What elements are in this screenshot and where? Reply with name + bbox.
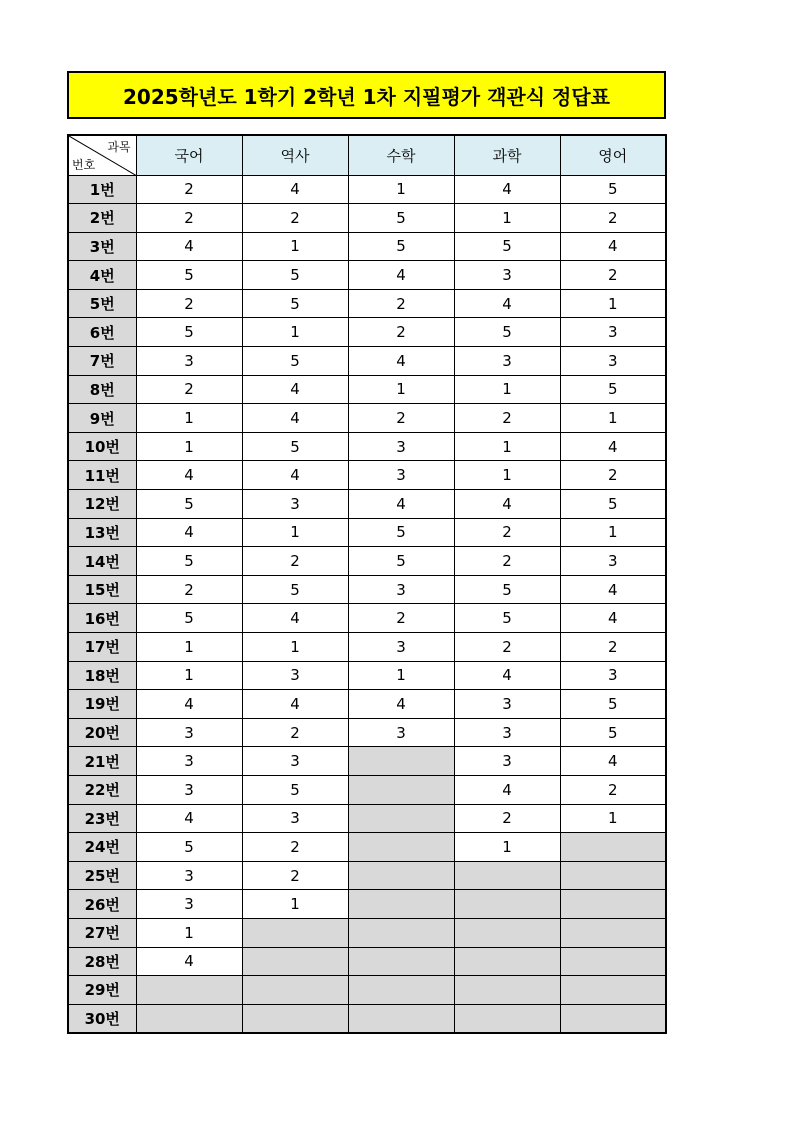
question-number-cell: 14번: [68, 547, 136, 576]
answer-cell: 5: [136, 490, 242, 519]
answer-cell: 3: [560, 547, 666, 576]
answer-cell: 4: [242, 604, 348, 633]
subject-header-korean: 국어: [136, 135, 242, 175]
answer-cell: 2: [454, 404, 560, 433]
answer-cell: 3: [242, 747, 348, 776]
question-number-cell: 2번: [68, 204, 136, 233]
answer-table-body: [68, 175, 666, 1033]
answer-cell: 3: [136, 890, 242, 919]
question-number-cell: 20번: [68, 718, 136, 747]
answer-cell: 3: [136, 347, 242, 376]
answer-cell: 4: [348, 690, 454, 719]
empty-answer-cell: [348, 890, 454, 919]
question-number-cell: 12번: [68, 490, 136, 519]
corner-subject-label: 과목: [107, 140, 131, 154]
answer-cell: 5: [242, 347, 348, 376]
answer-cell: 5: [242, 775, 348, 804]
answer-cell: 2: [136, 375, 242, 404]
answer-cell: 3: [560, 318, 666, 347]
answer-cell: 2: [560, 633, 666, 662]
empty-answer-cell: [560, 1004, 666, 1033]
question-number-cell: 6번: [68, 318, 136, 347]
table-row: [68, 918, 666, 947]
answer-cell: 4: [136, 518, 242, 547]
answer-cell: 5: [348, 518, 454, 547]
question-number-cell: 11번: [68, 461, 136, 490]
answer-cell: 3: [348, 575, 454, 604]
table-row: [68, 347, 666, 376]
question-number-cell: 23번: [68, 804, 136, 833]
question-number-cell: 21번: [68, 747, 136, 776]
answer-cell: 5: [560, 718, 666, 747]
answer-cell: 2: [136, 175, 242, 204]
empty-answer-cell: [560, 918, 666, 947]
answer-cell: 2: [136, 204, 242, 233]
answer-key-table: [67, 134, 667, 1034]
answer-cell: 4: [560, 604, 666, 633]
answer-cell: 4: [136, 804, 242, 833]
answer-cell: 5: [454, 232, 560, 261]
answer-cell: 3: [136, 775, 242, 804]
answer-cell: 5: [242, 432, 348, 461]
question-number-cell: 22번: [68, 775, 136, 804]
empty-answer-cell: [242, 947, 348, 976]
answer-cell: 3: [242, 490, 348, 519]
answer-cell: 5: [136, 604, 242, 633]
answer-cell: 4: [454, 490, 560, 519]
answer-cell: 4: [454, 775, 560, 804]
answer-cell: 4: [242, 461, 348, 490]
answer-cell: 4: [136, 690, 242, 719]
answer-cell: 5: [136, 261, 242, 290]
answer-cell: 5: [454, 318, 560, 347]
question-number-cell: 7번: [68, 347, 136, 376]
answer-cell: 5: [242, 575, 348, 604]
answer-cell: 5: [348, 232, 454, 261]
answer-cell: 2: [560, 204, 666, 233]
empty-answer-cell: [242, 1004, 348, 1033]
answer-cell: 3: [136, 861, 242, 890]
table-row: [68, 604, 666, 633]
answer-cell: 3: [242, 661, 348, 690]
table-row: [68, 375, 666, 404]
table-row: [68, 204, 666, 233]
table-row: [68, 289, 666, 318]
answer-cell: 1: [136, 432, 242, 461]
answer-cell: 3: [454, 690, 560, 719]
question-number-cell: 1번: [68, 175, 136, 204]
question-number-cell: 29번: [68, 976, 136, 1005]
empty-answer-cell: [348, 861, 454, 890]
answer-cell: 1: [348, 175, 454, 204]
empty-answer-cell: [348, 747, 454, 776]
answer-cell: 1: [454, 833, 560, 862]
answer-cell: 3: [348, 633, 454, 662]
answer-cell: 1: [454, 204, 560, 233]
answer-cell: 4: [454, 175, 560, 204]
answer-cell: 1: [560, 518, 666, 547]
empty-answer-cell: [348, 976, 454, 1005]
table-row: [68, 775, 666, 804]
answer-cell: 5: [454, 575, 560, 604]
answer-cell: 3: [560, 347, 666, 376]
answer-cell: 2: [242, 861, 348, 890]
empty-answer-cell: [454, 890, 560, 919]
answer-cell: 3: [136, 718, 242, 747]
answer-cell: 4: [560, 575, 666, 604]
table-row: [68, 1004, 666, 1033]
answer-cell: 1: [136, 404, 242, 433]
answer-cell: 1: [136, 661, 242, 690]
question-number-cell: 13번: [68, 518, 136, 547]
answer-cell: 5: [348, 547, 454, 576]
answer-cell: 2: [560, 261, 666, 290]
answer-cell: 3: [454, 347, 560, 376]
table-row: [68, 461, 666, 490]
answer-cell: 2: [242, 833, 348, 862]
table-row: [68, 490, 666, 519]
table-row: [68, 747, 666, 776]
question-number-cell: 15번: [68, 575, 136, 604]
answer-cell: 2: [454, 633, 560, 662]
answer-cell: 4: [560, 432, 666, 461]
answer-cell: 3: [348, 461, 454, 490]
empty-answer-cell: [348, 833, 454, 862]
answer-cell: 3: [242, 804, 348, 833]
corner-header-cell: [68, 135, 136, 175]
answer-cell: 3: [454, 261, 560, 290]
header-row: [68, 135, 666, 175]
empty-answer-cell: [136, 976, 242, 1005]
answer-cell: 3: [348, 718, 454, 747]
empty-answer-cell: [136, 1004, 242, 1033]
answer-cell: 4: [348, 490, 454, 519]
answer-cell: 1: [560, 404, 666, 433]
answer-cell: 3: [454, 747, 560, 776]
answer-cell: 5: [560, 375, 666, 404]
table-row: [68, 175, 666, 204]
table-row: [68, 547, 666, 576]
answer-cell: 2: [454, 547, 560, 576]
question-number-cell: 30번: [68, 1004, 136, 1033]
table-row: [68, 318, 666, 347]
empty-answer-cell: [560, 890, 666, 919]
answer-cell: 4: [242, 175, 348, 204]
table-row: [68, 232, 666, 261]
table-row: [68, 833, 666, 862]
table-row: [68, 633, 666, 662]
answer-cell: 3: [560, 661, 666, 690]
answer-cell: 1: [348, 661, 454, 690]
answer-cell: 2: [348, 289, 454, 318]
empty-answer-cell: [454, 918, 560, 947]
answer-cell: 4: [242, 404, 348, 433]
table-row: [68, 976, 666, 1005]
empty-answer-cell: [560, 833, 666, 862]
answer-cell: 5: [136, 547, 242, 576]
question-number-cell: 25번: [68, 861, 136, 890]
answer-cell: 4: [136, 947, 242, 976]
answer-cell: 1: [348, 375, 454, 404]
answer-cell: 2: [242, 547, 348, 576]
table-row: [68, 947, 666, 976]
answer-cell: 1: [242, 890, 348, 919]
answer-cell: 4: [136, 232, 242, 261]
answer-cell: 4: [454, 661, 560, 690]
corner-number-label: 번호: [72, 157, 96, 172]
answer-cell: 2: [560, 775, 666, 804]
answer-cell: 1: [242, 318, 348, 347]
empty-answer-cell: [560, 976, 666, 1005]
empty-answer-cell: [348, 804, 454, 833]
answer-cell: 5: [560, 690, 666, 719]
answer-cell: 1: [454, 375, 560, 404]
question-number-cell: 4번: [68, 261, 136, 290]
question-number-cell: 19번: [68, 690, 136, 719]
empty-answer-cell: [560, 947, 666, 976]
answer-cell: 2: [560, 461, 666, 490]
answer-cell: 1: [242, 518, 348, 547]
answer-cell: 1: [560, 804, 666, 833]
question-number-cell: 16번: [68, 604, 136, 633]
answer-cell: 1: [454, 461, 560, 490]
question-number-cell: 17번: [68, 633, 136, 662]
question-number-cell: 8번: [68, 375, 136, 404]
table-row: [68, 890, 666, 919]
answer-cell: 2: [454, 518, 560, 547]
empty-answer-cell: [348, 918, 454, 947]
question-number-cell: 26번: [68, 890, 136, 919]
empty-answer-cell: [242, 976, 348, 1005]
answer-cell: 2: [136, 289, 242, 318]
answer-cell: 4: [454, 289, 560, 318]
question-number-cell: 27번: [68, 918, 136, 947]
answer-cell: 4: [560, 232, 666, 261]
answer-cell: 5: [136, 318, 242, 347]
table-row: [68, 404, 666, 433]
table-row: [68, 261, 666, 290]
answer-cell: 2: [348, 604, 454, 633]
answer-cell: 5: [136, 833, 242, 862]
answer-cell: 5: [348, 204, 454, 233]
empty-answer-cell: [348, 947, 454, 976]
answer-cell: 5: [454, 604, 560, 633]
question-number-cell: 5번: [68, 289, 136, 318]
empty-answer-cell: [454, 976, 560, 1005]
answer-cell: 3: [348, 432, 454, 461]
empty-answer-cell: [348, 1004, 454, 1033]
table-row: [68, 432, 666, 461]
question-number-cell: 3번: [68, 232, 136, 261]
question-number-cell: 9번: [68, 404, 136, 433]
subject-header-english: 영어: [560, 135, 666, 175]
answer-cell: 4: [136, 461, 242, 490]
answer-cell: 1: [560, 289, 666, 318]
answer-cell: 3: [136, 747, 242, 776]
question-number-cell: 28번: [68, 947, 136, 976]
answer-cell: 2: [454, 804, 560, 833]
answer-cell: 4: [348, 347, 454, 376]
answer-cell: 4: [242, 690, 348, 719]
answer-cell: 5: [560, 175, 666, 204]
subject-header-science: 과학: [454, 135, 560, 175]
answer-cell: 1: [242, 633, 348, 662]
answer-cell: 2: [136, 575, 242, 604]
empty-answer-cell: [454, 947, 560, 976]
table-row: [68, 518, 666, 547]
table-row: [68, 861, 666, 890]
page-title-text: 2025학년도 1학기 2학년 1차 지필평가 객관식 정답표: [123, 84, 610, 109]
answer-cell: 4: [560, 747, 666, 776]
empty-answer-cell: [454, 861, 560, 890]
answer-cell: 2: [242, 718, 348, 747]
table-row: [68, 804, 666, 833]
table-row: [68, 575, 666, 604]
question-number-cell: 18번: [68, 661, 136, 690]
page-title: [67, 71, 666, 119]
answer-cell: 2: [348, 404, 454, 433]
answer-cell: 2: [348, 318, 454, 347]
answer-cell: 3: [454, 718, 560, 747]
empty-answer-cell: [348, 775, 454, 804]
answer-cell: 5: [242, 261, 348, 290]
empty-answer-cell: [242, 918, 348, 947]
question-number-cell: 10번: [68, 432, 136, 461]
question-number-cell: 24번: [68, 833, 136, 862]
table-row: [68, 661, 666, 690]
answer-cell: 2: [242, 204, 348, 233]
answer-cell: 4: [242, 375, 348, 404]
table-row: [68, 718, 666, 747]
empty-answer-cell: [454, 1004, 560, 1033]
answer-cell: 1: [136, 918, 242, 947]
answer-cell: 1: [242, 232, 348, 261]
subject-header-math: 수학: [348, 135, 454, 175]
subject-header-history: 역사: [242, 135, 348, 175]
answer-cell: 4: [348, 261, 454, 290]
answer-cell: 5: [242, 289, 348, 318]
answer-cell: 5: [560, 490, 666, 519]
table-row: [68, 690, 666, 719]
answer-cell: 1: [136, 633, 242, 662]
answer-cell: 1: [454, 432, 560, 461]
empty-answer-cell: [560, 861, 666, 890]
